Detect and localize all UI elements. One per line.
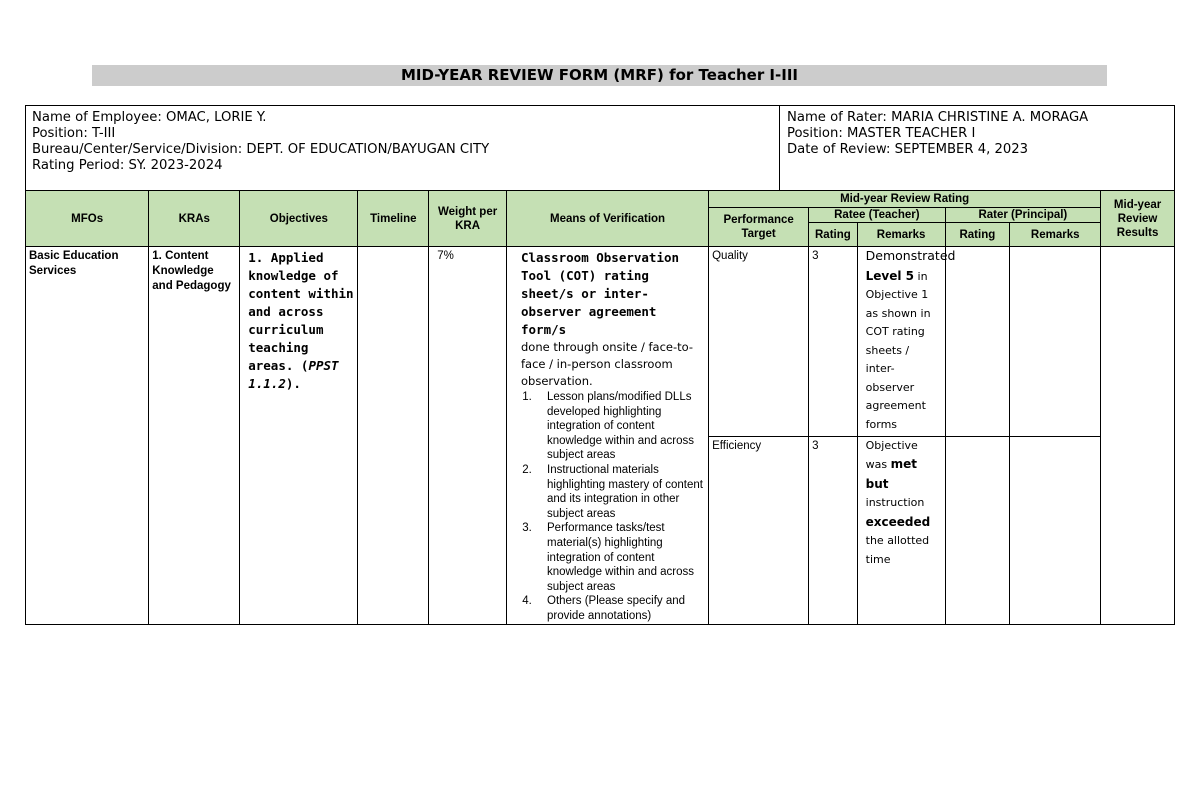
- cell-rater-rating-quality: [945, 247, 1010, 437]
- info-divider: [779, 106, 780, 200]
- mov-list: [521, 390, 705, 624]
- page-title: MID-YEAR REVIEW FORM (MRF) for Teacher I-III: [92, 65, 1107, 86]
- header-performance-target: Performance Target: [709, 208, 809, 247]
- cell-target-quality: Quality: [709, 247, 809, 437]
- objective-end: ).: [285, 376, 301, 391]
- review-table: [25, 190, 1175, 625]
- cell-rater-remarks-quality: [1010, 247, 1101, 437]
- header-rater-remarks: Remarks: [1010, 223, 1101, 247]
- header-results: Mid-year Review Results: [1101, 191, 1175, 247]
- objective-ppst-ref: PPST 1.1.2: [248, 358, 339, 391]
- rating-period: Rating Period: SY. 2023-2024: [32, 158, 223, 173]
- remark-quality-a: Demonstrated: [865, 248, 956, 263]
- cell-timeline: [358, 247, 429, 625]
- cell-weight: 7%: [429, 247, 507, 625]
- remark-eff-b: met but: [865, 457, 917, 491]
- rater-name: Name of Rater: MARIA CHRISTINE A. MORAGA: [787, 110, 1089, 125]
- cell-rating-efficiency: 3: [809, 436, 858, 624]
- cell-mov: [507, 247, 709, 625]
- employee-info: [32, 110, 772, 174]
- employee-name: Name of Employee: OMAC, LORIE Y.: [32, 110, 267, 125]
- header-weight: Weight per KRA: [429, 191, 507, 247]
- remark-quality-c: in Objective 1 as shown in COT rating sheets / inter-observer agreement forms: [865, 269, 931, 431]
- header-objectives: Objectives: [240, 191, 358, 247]
- header-mfos: MFOs: [26, 191, 149, 247]
- cell-remarks-efficiency: [857, 436, 945, 624]
- header-rater: Rater (Principal): [945, 208, 1101, 223]
- remark-quality-b: Level 5: [865, 268, 915, 283]
- mov-subheading: done through onsite / face-to-face / in-person classroom observation.: [521, 340, 694, 388]
- cell-rater-remarks-efficiency: [1010, 436, 1101, 624]
- cell-target-efficiency: Efficiency: [709, 436, 809, 624]
- header-mov: Means of Verification: [507, 191, 709, 247]
- header-ratee-remarks: Remarks: [857, 223, 945, 247]
- mov-heading: Classroom Observation Tool (COT) rating sheet/s or inter-observer agreement form/s: [521, 250, 680, 337]
- mov-item-3: 3. Performance tasks/test material(s) highlighting integration of content knowledge within and across subject areas: [535, 521, 705, 594]
- header-timeline: Timeline: [358, 191, 429, 247]
- header-ratee: Ratee (Teacher): [809, 208, 945, 223]
- cell-rating-quality: 3: [809, 247, 858, 437]
- cell-results: [1101, 247, 1175, 625]
- remark-eff-a: Objective was: [865, 438, 918, 472]
- remark-eff-d: exceeded: [865, 514, 931, 529]
- cell-kra: 1. Content Knowledge and Pedagogy: [149, 247, 240, 625]
- review-date: Date of Review: SEPTEMBER 4, 2023: [787, 142, 1029, 157]
- cell-objective: [240, 247, 358, 625]
- header-midyear-rating: Mid-year Review Rating: [709, 191, 1101, 208]
- objective-text: 1. Applied knowledge of content within and across curriculum teaching areas. (: [248, 250, 354, 373]
- cell-rater-rating-efficiency: [945, 436, 1010, 624]
- header-ratee-rating: Rating: [809, 223, 858, 247]
- employee-bureau: Bureau/Center/Service/Division: DEPT. OF EDUCATION/BAYUGAN CITY: [32, 142, 490, 157]
- cell-mfo: Basic Education Services: [26, 247, 149, 625]
- cell-remarks-quality: [857, 247, 956, 437]
- mov-item-4: 4. Others (Please specify and provide annotations): [535, 594, 705, 623]
- rater-info: [787, 110, 1177, 158]
- employee-position: Position: T-III: [32, 126, 116, 141]
- mov-item-1: 1. Lesson plans/modified DLLs developed highlighting integration of content knowledge within and across subject areas: [535, 390, 705, 463]
- remark-eff-e: the allotted time: [865, 534, 930, 566]
- remark-eff-c: instruction: [865, 496, 925, 510]
- header-kras: KRAs: [149, 191, 240, 247]
- rater-position: Position: MASTER TEACHER I: [787, 126, 976, 141]
- header-rater-rating: Rating: [945, 223, 1010, 247]
- mov-item-2: 2. Instructional materials highlighting mastery of content and its integration in other subject areas: [535, 463, 705, 521]
- employee-info-box: [25, 105, 1175, 201]
